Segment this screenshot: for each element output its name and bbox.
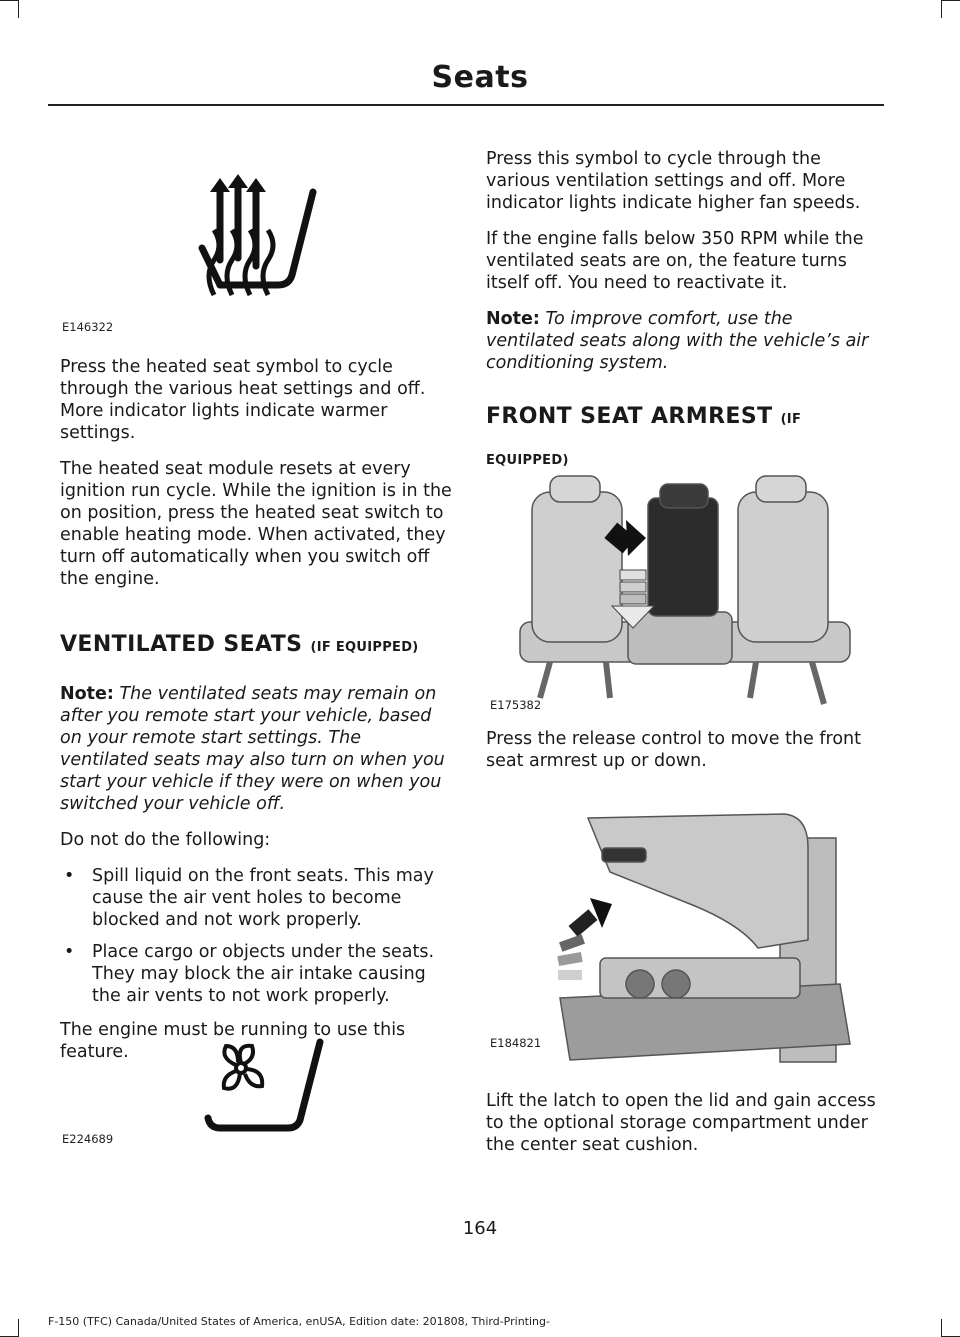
crop-mark xyxy=(0,0,18,1)
heated-seat-figure xyxy=(180,170,340,310)
note-paragraph xyxy=(486,308,882,374)
figure-code: E146322 xyxy=(62,320,114,334)
crop-mark xyxy=(942,0,960,1)
page-number: 164 xyxy=(462,1218,498,1239)
right-column xyxy=(486,148,882,496)
bench-seat-illustration xyxy=(510,472,854,712)
note-text: The ventilated seats may remain on after you remote start your vehicle, based on your remote start settings. The ventilated seats may also turn on when you start your vehicle if they were on when you switched your vehicle off. xyxy=(60,684,445,814)
section-heading-front-seat-armrest xyxy=(486,404,882,474)
bench-seat-figure xyxy=(510,472,854,712)
crop-mark xyxy=(941,0,942,18)
section-heading-ventilated-seats xyxy=(60,632,452,661)
ventilation-paragraph-1: Press this symbol to cycle through the various ventilation settings and off. More indicator lights indicate higher fan speeds. xyxy=(486,149,861,213)
section-heading-qualifier: (IF EQUIPPED) xyxy=(310,640,419,655)
armrest-paragraph-block xyxy=(486,728,882,786)
storage-compartment-figure xyxy=(540,808,856,1068)
storage-paragraph: Lift the latch to open the lid and gain access to the optional storage compartment under the center seat cushion. xyxy=(486,1091,876,1155)
crop-mark xyxy=(18,1319,19,1337)
figure-code: E224689 xyxy=(62,1132,114,1146)
section-heading-qualifier: (IF xyxy=(780,412,802,427)
page-title: Seats xyxy=(431,60,529,95)
figure-code: E175382 xyxy=(490,698,542,712)
ventilated-seat-icon xyxy=(196,1032,336,1142)
engine-running-paragraph: The engine must be running to use this feature. xyxy=(60,1020,406,1062)
note-label: Note: xyxy=(60,684,114,704)
bullet: • xyxy=(64,866,75,886)
section-heading-text: FRONT SEAT ARMREST xyxy=(486,404,773,429)
crop-mark xyxy=(18,0,19,18)
bullet: • xyxy=(64,942,75,962)
note-label: Note: xyxy=(486,309,540,329)
ventilation-paragraph-2: If the engine falls below 350 RPM while the ventilated seats are on, the feature turns itself off. You need to reactivate it. xyxy=(486,229,864,293)
storage-paragraph-block xyxy=(486,1090,882,1170)
list-item xyxy=(60,865,452,931)
figure-code: E184821 xyxy=(490,1036,542,1050)
note-text: To improve comfort, use the ventilated seats along with the vehicle’s air conditioning system. xyxy=(486,309,869,373)
list-item-text: Spill liquid on the front seats. This may cause the air vent holes to become blocked and not work properly. xyxy=(92,866,434,930)
section-heading-text: VENTILATED SEATS xyxy=(60,632,303,657)
ventilated-seat-figure xyxy=(196,1032,336,1142)
section-heading-qualifier: EQUIPPED) xyxy=(486,453,569,468)
header-divider xyxy=(48,104,884,106)
list-item-text: Place cargo or objects under the seats. They may block the air intake causing the air vents to not work properly. xyxy=(92,942,435,1006)
heated-seat-paragraph-1: Press the heated seat symbol to cycle through the various heat settings and off. More indicator lights indicate warmer settings. xyxy=(60,357,426,443)
storage-compartment-illustration xyxy=(540,808,856,1068)
list-item xyxy=(60,941,452,1007)
footer-edition-text: F-150 (TFC) Canada/United States of America, enUSA, Edition date: 201808, Third-Printing- xyxy=(48,1315,550,1328)
crop-mark xyxy=(941,1319,942,1337)
armrest-paragraph: Press the release control to move the front seat armrest up or down. xyxy=(486,729,861,771)
heated-seat-icon xyxy=(180,170,340,310)
note-paragraph xyxy=(60,683,452,815)
left-column xyxy=(60,356,452,1077)
instruction-intro: Do not do the following: xyxy=(60,830,271,850)
heated-seat-paragraph-2: The heated seat module resets at every ignition run cycle. While the ignition is in the on position, press the heated seat switch to enable heating mode. When activated, they turn off automatically when you switch off the engine. xyxy=(60,459,452,589)
warning-list xyxy=(60,865,452,1007)
